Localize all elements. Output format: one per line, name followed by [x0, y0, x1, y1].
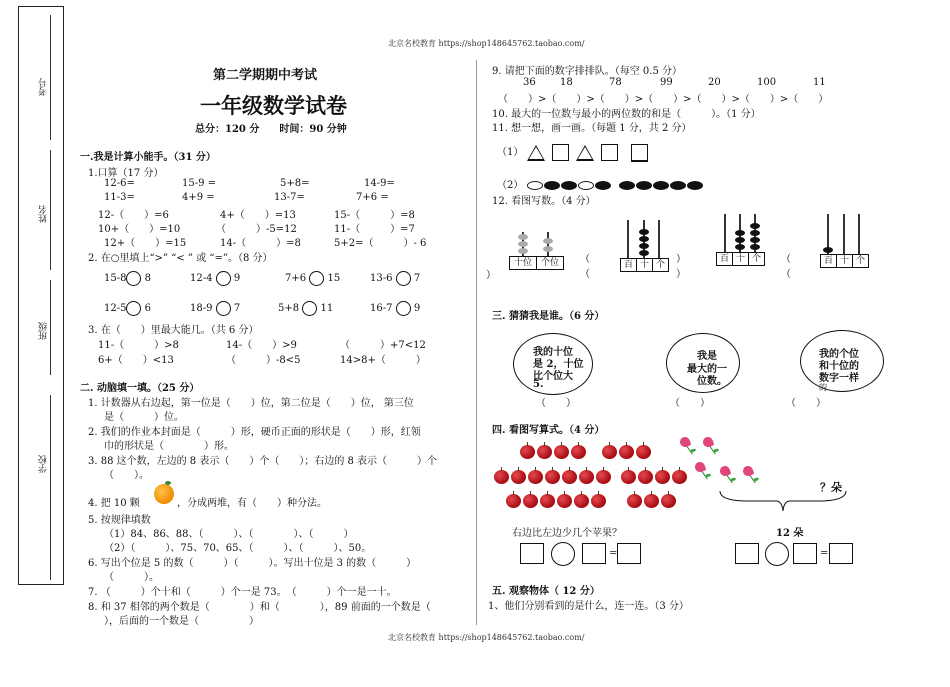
section-1-heading: 一.我是计算小能手。（31 分） [80, 152, 216, 163]
flower-icon [703, 437, 715, 449]
abacus-bead [639, 250, 649, 256]
abacus-rod [843, 214, 845, 254]
answer-box[interactable] [617, 543, 641, 564]
q11-pattern-2 [497, 176, 704, 191]
calc-r1-b: 15-9 = [182, 178, 217, 189]
apple-icon [579, 470, 594, 484]
abacus-rod [627, 220, 629, 258]
column-divider [476, 60, 477, 625]
oval-filled-icon [544, 181, 560, 190]
s2-q2-line2: 巾的形状是（ ）形。 [104, 441, 234, 452]
abacus-bead [639, 243, 649, 249]
q9-num-6: 100 [757, 77, 777, 88]
s2-q3-line1: 3. 88 这个数，左边的 8 表示（ ）个（ ）；右边的 8 表示（ ）个 [88, 456, 438, 467]
apple-icon [621, 470, 636, 484]
calc-r1-c: 5+8= [280, 178, 310, 189]
fill-r1-a: 11-（ ）>8 [98, 340, 179, 351]
apple-icon [596, 470, 611, 484]
compare-circle[interactable] [216, 271, 231, 286]
header-watermark: 北京名校教育 https://shop148645762.taobao.com/ [388, 39, 585, 48]
s2-q2-line1: 2. 我们的作业本封面是（ ）形，硬币正面的形状是（ ）形，红领 [88, 427, 421, 438]
equals-sign: = [609, 548, 618, 559]
apple-icon [619, 445, 634, 459]
apple-icon [523, 494, 538, 508]
operator-circle[interactable] [765, 542, 789, 566]
guess-3-answer[interactable]: （ ） [786, 398, 826, 409]
calc-r4-c: 11-（ ）=7 [334, 224, 415, 235]
fill-r2-a: 6+（ ）<13 [98, 355, 174, 366]
abacus-rod [724, 214, 726, 252]
apple-icon [655, 470, 670, 484]
compare-3: 7+6 15 [285, 273, 341, 284]
apple-icon [537, 445, 552, 459]
flowers-question: ？朵 [820, 481, 842, 494]
apple-icon [545, 470, 560, 484]
apple-icon [528, 470, 543, 484]
apple-icon [571, 445, 586, 459]
calc-r5-b: 14-（ ）=8 [220, 238, 301, 249]
exam-subtitle: 第二学期期中考试 [213, 68, 318, 83]
guess-1-line4: 5. [533, 379, 544, 390]
calc-r4-a: 10+（ ）=10 [98, 224, 181, 235]
oval-filled-icon [653, 181, 669, 190]
apple-icon [644, 494, 659, 508]
guess-1-answer[interactable]: （ ） [536, 398, 576, 409]
calc-r3-c: 15-（ ）=8 [334, 210, 415, 221]
abacus-bead [823, 247, 833, 253]
s2-q5-label: 5. 按规律填数 [88, 515, 151, 526]
guess-2-answer[interactable]: （ ） [670, 398, 710, 409]
apple-icon [520, 445, 535, 459]
oval-filled-icon [636, 181, 652, 190]
apple-icon [494, 470, 509, 484]
q9-num-5: 20 [708, 77, 721, 88]
flower-icon [720, 466, 732, 478]
oval-filled-icon [561, 181, 577, 190]
abacus-bead [750, 223, 760, 229]
s2-q5-row1: （1）84、86、88、（ ）、（ ）、（ ） [104, 529, 354, 540]
s2-q4-end: ，分成两堆，有（ ）种分法。 [177, 498, 327, 509]
abacus-2-paren-r1: ） [676, 254, 686, 265]
abacus-1-labels: 十位 个位 [509, 256, 564, 270]
calc-r2-a: 11-3= [104, 192, 135, 203]
abacus-4-paren-l2: （ [781, 269, 791, 280]
square-icon [552, 144, 569, 161]
calc-r5-a: 12+（ ）=15 [104, 238, 187, 249]
guess-1-line2: 是 2，十位 [533, 359, 584, 370]
s2-q6-line2: （ ）。 [104, 572, 159, 583]
abacus-2-paren-l1: （ [580, 254, 590, 265]
s2-q8-line2: ），后面的一个数是（ ） [104, 616, 259, 627]
s2-q7: 7. （ ）个十和（ ）个一是 73。 （ ）个一是一十。 [88, 587, 397, 598]
oval-filled-icon [670, 181, 686, 190]
field-student-name[interactable] [50, 150, 51, 270]
answer-box[interactable] [829, 543, 853, 564]
apple-icon [627, 494, 642, 508]
q12-label: 12. 看图写数。（4 分） [492, 196, 596, 207]
guess-1-line1: 我的十位 [533, 347, 573, 358]
flowers-total: 12 朵 [776, 528, 804, 539]
section-4-heading: 四. 看图写算式。（4 分） [492, 425, 605, 436]
apple-icon [636, 445, 651, 459]
apple-icon [511, 470, 526, 484]
abacus-bead-gray [543, 238, 553, 244]
abacus-2-paren-r2: ） [676, 269, 686, 280]
oval-filled-icon [619, 181, 635, 190]
s2-q5-row2: （2）（ ）、75、70、65、（ ）、（ ）、50。 [104, 543, 372, 554]
compare-circle[interactable] [396, 301, 411, 316]
s2-q3-line2: （ ）。 [104, 470, 149, 481]
q9-num-3: 78 [609, 77, 622, 88]
calc-r4-b: （ ）-5=12 [216, 224, 297, 235]
answer-box[interactable] [582, 543, 606, 564]
abacus-bead [735, 237, 745, 243]
compare-circle[interactable] [302, 301, 317, 316]
guess-2-line2: 最大的一 [687, 364, 727, 375]
section-2-heading: 二. 动脑填一填。（25 分） [80, 383, 200, 394]
compare-5: 12-5 6 [104, 303, 152, 314]
abacus-bead [750, 230, 760, 236]
flower-icon [680, 437, 692, 449]
label-student-name: 姓名 [39, 205, 49, 223]
apple-icon [562, 470, 577, 484]
guess-1-line3: 比个位大 [533, 371, 573, 382]
compare-circle[interactable] [126, 271, 141, 286]
answer-box[interactable] [793, 543, 817, 564]
fill-r1-b: 14-（ ）>9 [226, 340, 297, 351]
apple-icon [638, 470, 653, 484]
abacus-bead-gray [518, 234, 528, 240]
fill-r2-c: 14>8+（ ） [340, 355, 426, 366]
calc-r2-d: 7+6 = [356, 192, 389, 203]
s2-q1-line1: 1. 计数器从右边起，第一位是（ ）位，第二位是（ ）位， 第三位 [88, 398, 414, 409]
q9-num-7: 11 [813, 77, 826, 88]
compare-circle[interactable] [396, 271, 411, 286]
oval-empty-icon [527, 181, 543, 190]
q2-label: 2. 在○里填上“>” “< ” 或 “=”。（8 分） [88, 253, 273, 264]
field-class[interactable] [50, 280, 51, 375]
exam-info: 总分：120 分 时间：90 分钟 [195, 124, 347, 135]
compare-circle[interactable] [126, 301, 141, 316]
compare-1: 15-8 8 [104, 273, 152, 284]
q9-num-1: 36 [523, 77, 536, 88]
abacus-bead-gray [543, 246, 553, 252]
abacus-rod [658, 220, 660, 258]
apple-icon [557, 494, 572, 508]
q1-label: 1.口算（17 分） [88, 168, 164, 179]
q9-num-2: 18 [560, 77, 573, 88]
abacus-bead-gray [518, 241, 528, 247]
q11-label: 11. 想一想，画一画。（每题 1 分，共 2 分） [492, 123, 692, 134]
s2-q4-start: 4. 把 10 颗 [88, 498, 140, 509]
equals-sign: = [820, 548, 829, 559]
apple-icon [591, 494, 606, 508]
guess-2-line3: 位数。 [697, 376, 727, 387]
square-icon [601, 144, 618, 161]
s2-q8-line1: 8. 和 37 相邻的两个数是（ ）和（ ），89 前面的一个数是（ [88, 602, 431, 613]
q9-order-blanks[interactable]: （ ）>（ ）>（ ）>（ ）>（ ）>（ ）>（ ） [498, 94, 829, 105]
q10-label: 10. 最大的一位数与最小的两位数的和是（ ）。（1 分） [492, 109, 761, 120]
oval-empty-icon [578, 181, 594, 190]
field-exam-number[interactable] [50, 15, 51, 140]
abacus-bead [750, 244, 760, 250]
calc-r5-c: 5+2=（ ）- 6 [334, 238, 427, 249]
section-3-heading: 三. 猜猜我是谁。（6 分） [492, 311, 605, 322]
answer-square[interactable] [631, 144, 648, 162]
abacus-bead [750, 237, 760, 243]
calc-r3-a: 12-（ ）=6 [98, 210, 169, 221]
flower-icon [695, 462, 707, 474]
abacus-3-labels: 百 十 个 [716, 252, 765, 266]
guess-3-line3: 数字一样 [819, 373, 859, 384]
footer-watermark: 北京名校教育 https://shop148645762.taobao.com/ [388, 633, 585, 642]
calc-r2-b: 4+9 = [182, 192, 215, 203]
compare-8: 16-7 9 [370, 303, 421, 314]
q3-label: 3. 在（ ）里最大能几。（共 6 分） [88, 325, 259, 336]
q11-pattern-1 [497, 143, 648, 162]
label-class: 班级 [39, 322, 49, 340]
abacus-rod [547, 232, 549, 256]
abacus-bead [735, 230, 745, 236]
compare-7: 5+8 11 [278, 303, 334, 314]
orange-icon [154, 484, 174, 504]
abacus-bead [639, 229, 649, 235]
calc-r1-a: 12-6= [104, 178, 135, 189]
apple-icon [554, 445, 569, 459]
fill-r1-c: （ ）+7<12 [340, 340, 426, 351]
abacus-bead [735, 244, 745, 250]
answer-box[interactable] [520, 543, 544, 564]
abacus-2-paren-l2: （ [580, 269, 590, 280]
calc-r2-c: 13-7= [274, 192, 305, 203]
guess-3-line1: 我的个位 [819, 349, 859, 360]
pattern-2-label: （2） [497, 180, 524, 191]
calc-r3-b: 4+（ ）=13 [220, 210, 296, 221]
field-school[interactable] [50, 395, 51, 580]
abacus-bead [639, 236, 649, 242]
compare-circle[interactable] [216, 301, 231, 316]
guess-2-line1: 我是 [697, 351, 717, 362]
s2-q1-line2: 是（ ）位。 [104, 412, 184, 423]
fill-r2-b: （ ）-8<5 [226, 355, 301, 366]
abacus-1-paren-r: ） [486, 270, 496, 281]
abacus-4-paren-l1: （ [781, 254, 791, 265]
guess-3-line2: 和十位的 [819, 361, 859, 372]
triangle-icon [527, 145, 545, 161]
s2-q6-line1: 6. 写出个位是 5 的数（ ）（ ）。写出十位是 3 的数（ ） [88, 558, 417, 569]
answer-box[interactable] [735, 543, 759, 564]
oval-filled-icon [595, 181, 611, 190]
calc-r1-d: 14-9= [364, 178, 395, 189]
oval-filled-icon [687, 181, 703, 190]
triangle-icon [576, 145, 594, 161]
abacus-4-labels: 百 十 个 [820, 254, 869, 268]
q9-num-4: 99 [660, 77, 673, 88]
compare-2: 12-4 9 [190, 273, 241, 284]
compare-circle[interactable] [309, 271, 324, 286]
apple-icon [540, 494, 555, 508]
abacus-bead-gray [518, 248, 528, 254]
apple-icon [574, 494, 589, 508]
section-5-heading: 五. 观察物体（ 12 分） [492, 586, 600, 597]
pattern-1-label: （1） [497, 147, 524, 158]
label-school: 学校 [39, 455, 49, 473]
label-exam-number: 考号 [39, 78, 49, 96]
apple-icon [506, 494, 521, 508]
abacus-2-labels: 百 十 个 [620, 258, 669, 272]
abacus-rod [858, 214, 860, 254]
flower-icon [743, 466, 755, 478]
apple-icon [602, 445, 617, 459]
apples-question: 右边比左边少几个苹果？ [512, 528, 622, 539]
apple-icon [672, 470, 687, 484]
operator-circle[interactable] [551, 542, 575, 566]
guess-3-line4: 的 [819, 383, 827, 392]
compare-6: 18-9 7 [190, 303, 241, 314]
apple-icon [661, 494, 676, 508]
exam-title: 一年级数学试卷 [200, 93, 347, 118]
section-5-q1: 1、他们分别看到的是什么，连一连。（3 分） [488, 601, 689, 612]
q9-label: 9. 请把下面的数字排排队。（每空 0.5 分） [492, 66, 682, 77]
compare-4: 13-6 7 [370, 273, 421, 284]
